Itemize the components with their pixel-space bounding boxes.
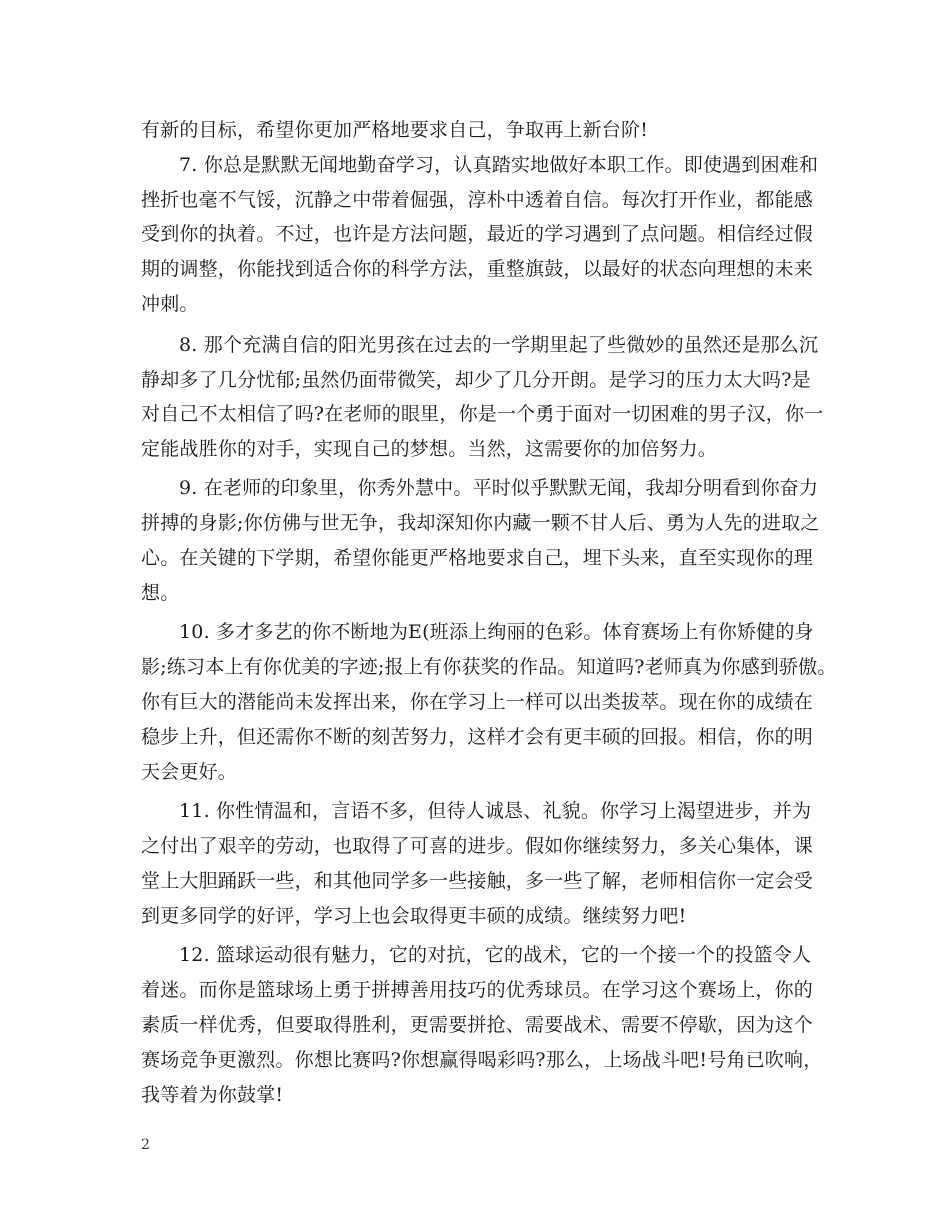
paragraph-line: 11. 你性情温和，言语不多，但待人诚恳、礼貌。你学习上渴望进步，并为 (179, 800, 812, 822)
paragraph-line: 素质一样优秀，但要取得胜利，更需要拼抢、需要战术、需要不停歇，因为这个 (141, 1014, 814, 1036)
paragraph-line: 对自己不太相信了吗?在老师的眼里，你是一个勇于面对一切困难的男子汉，你一 (141, 403, 824, 425)
page-number: 2 (141, 1137, 150, 1153)
paragraph-line: 10. 多才多艺的你不断地为E(班添上绚丽的色彩。体育赛场上有你矫健的身 (179, 621, 814, 643)
paragraph-line: 想。 (141, 582, 180, 604)
paragraph-line: 期的调整，你能找到适合你的科学方法，重整旗鼓，以最好的状态向理想的未来 (141, 258, 814, 280)
paragraph-line: 定能战胜你的对手，实现自己的梦想。当然，这需要你的加倍努力。 (141, 438, 718, 460)
paragraph-line: 8. 那个充满自信的阳光男孩在过去的一学期里起了些微妙的虽然还是那么沉 (179, 334, 819, 356)
paragraph-line: 赛场竞争更激烈。你想比赛吗?你想赢得喝彩吗?那么，上场战斗吧!号角已吹响， (141, 1049, 823, 1071)
paragraph-line: 我等着为你鼓掌! (141, 1084, 284, 1106)
paragraph-line: 挫折也毫不气馁，沉静之中带着倔强，淳朴中透着自信。每次打开作业，都能感 (141, 189, 814, 211)
paragraph-line: 9. 在老师的印象里，你秀外慧中。平时似乎默默无闻，我却分明看到你奋力 (179, 477, 819, 499)
paragraph-line: 冲刺。 (141, 293, 199, 315)
paragraph-line: 12. 篮球运动很有魅力，它的对抗，它的战术，它的一个接一个的投篮令人 (179, 944, 812, 966)
paragraph-line: 7. 你总是默默无闻地勤奋学习，认真踏实地做好本职工作。即使遇到困难和 (179, 154, 819, 176)
paragraph-line: 到更多同学的好评，学习上也会取得更丰硕的成绩。继续努力吧! (141, 905, 687, 927)
paragraph-line: 天会更好。 (141, 761, 238, 783)
paragraph-line: 有新的目标，希望你更加严格地要求自己，争取再上新台阶! (141, 119, 649, 141)
paragraph-line: 着迷。而你是篮球场上勇于拼搏善用技巧的优秀球员。在学习这个赛场上，你的 (141, 979, 814, 1001)
paragraph-line: 静却多了几分忧郁;虽然仍面带微笑，却少了几分开朗。是学习的压力太大吗?是 (141, 369, 811, 391)
paragraph-line: 堂上大胆踊跃一些，和其他同学多一些接触，多一些了解，老师相信你一定会受 (141, 870, 814, 892)
paragraph-line: 之付出了艰辛的劳动，也取得了可喜的进步。假如你继续努力，多关心集体，课 (141, 835, 814, 857)
paragraph-line: 你有巨大的潜能尚未发挥出来，你在学习上一样可以出类拔萃。现在你的成绩在 (141, 691, 814, 713)
paragraph-line: 稳步上升，但还需你不断的刻苦努力，这样才会有更丰硕的回报。相信，你的明 (141, 726, 814, 748)
paragraph-line: 受到你的执着。不过，也许是方法问题，最近的学习遇到了点问题。相信经过假 (141, 223, 814, 245)
paragraph-line: 影;练习本上有你优美的字迹;报上有你获奖的作品。知道吗?老师真为你感到骄傲。 (141, 656, 837, 678)
paragraph-line: 拼搏的身影;你仿佛与世无争，我却深知你内藏一颗不甘人后、勇为人先的进取之 (141, 512, 820, 534)
paragraph-line: 心。在关键的下学期，希望你能更严格地要求自己，埋下头来，直至实现你的理 (141, 547, 814, 569)
